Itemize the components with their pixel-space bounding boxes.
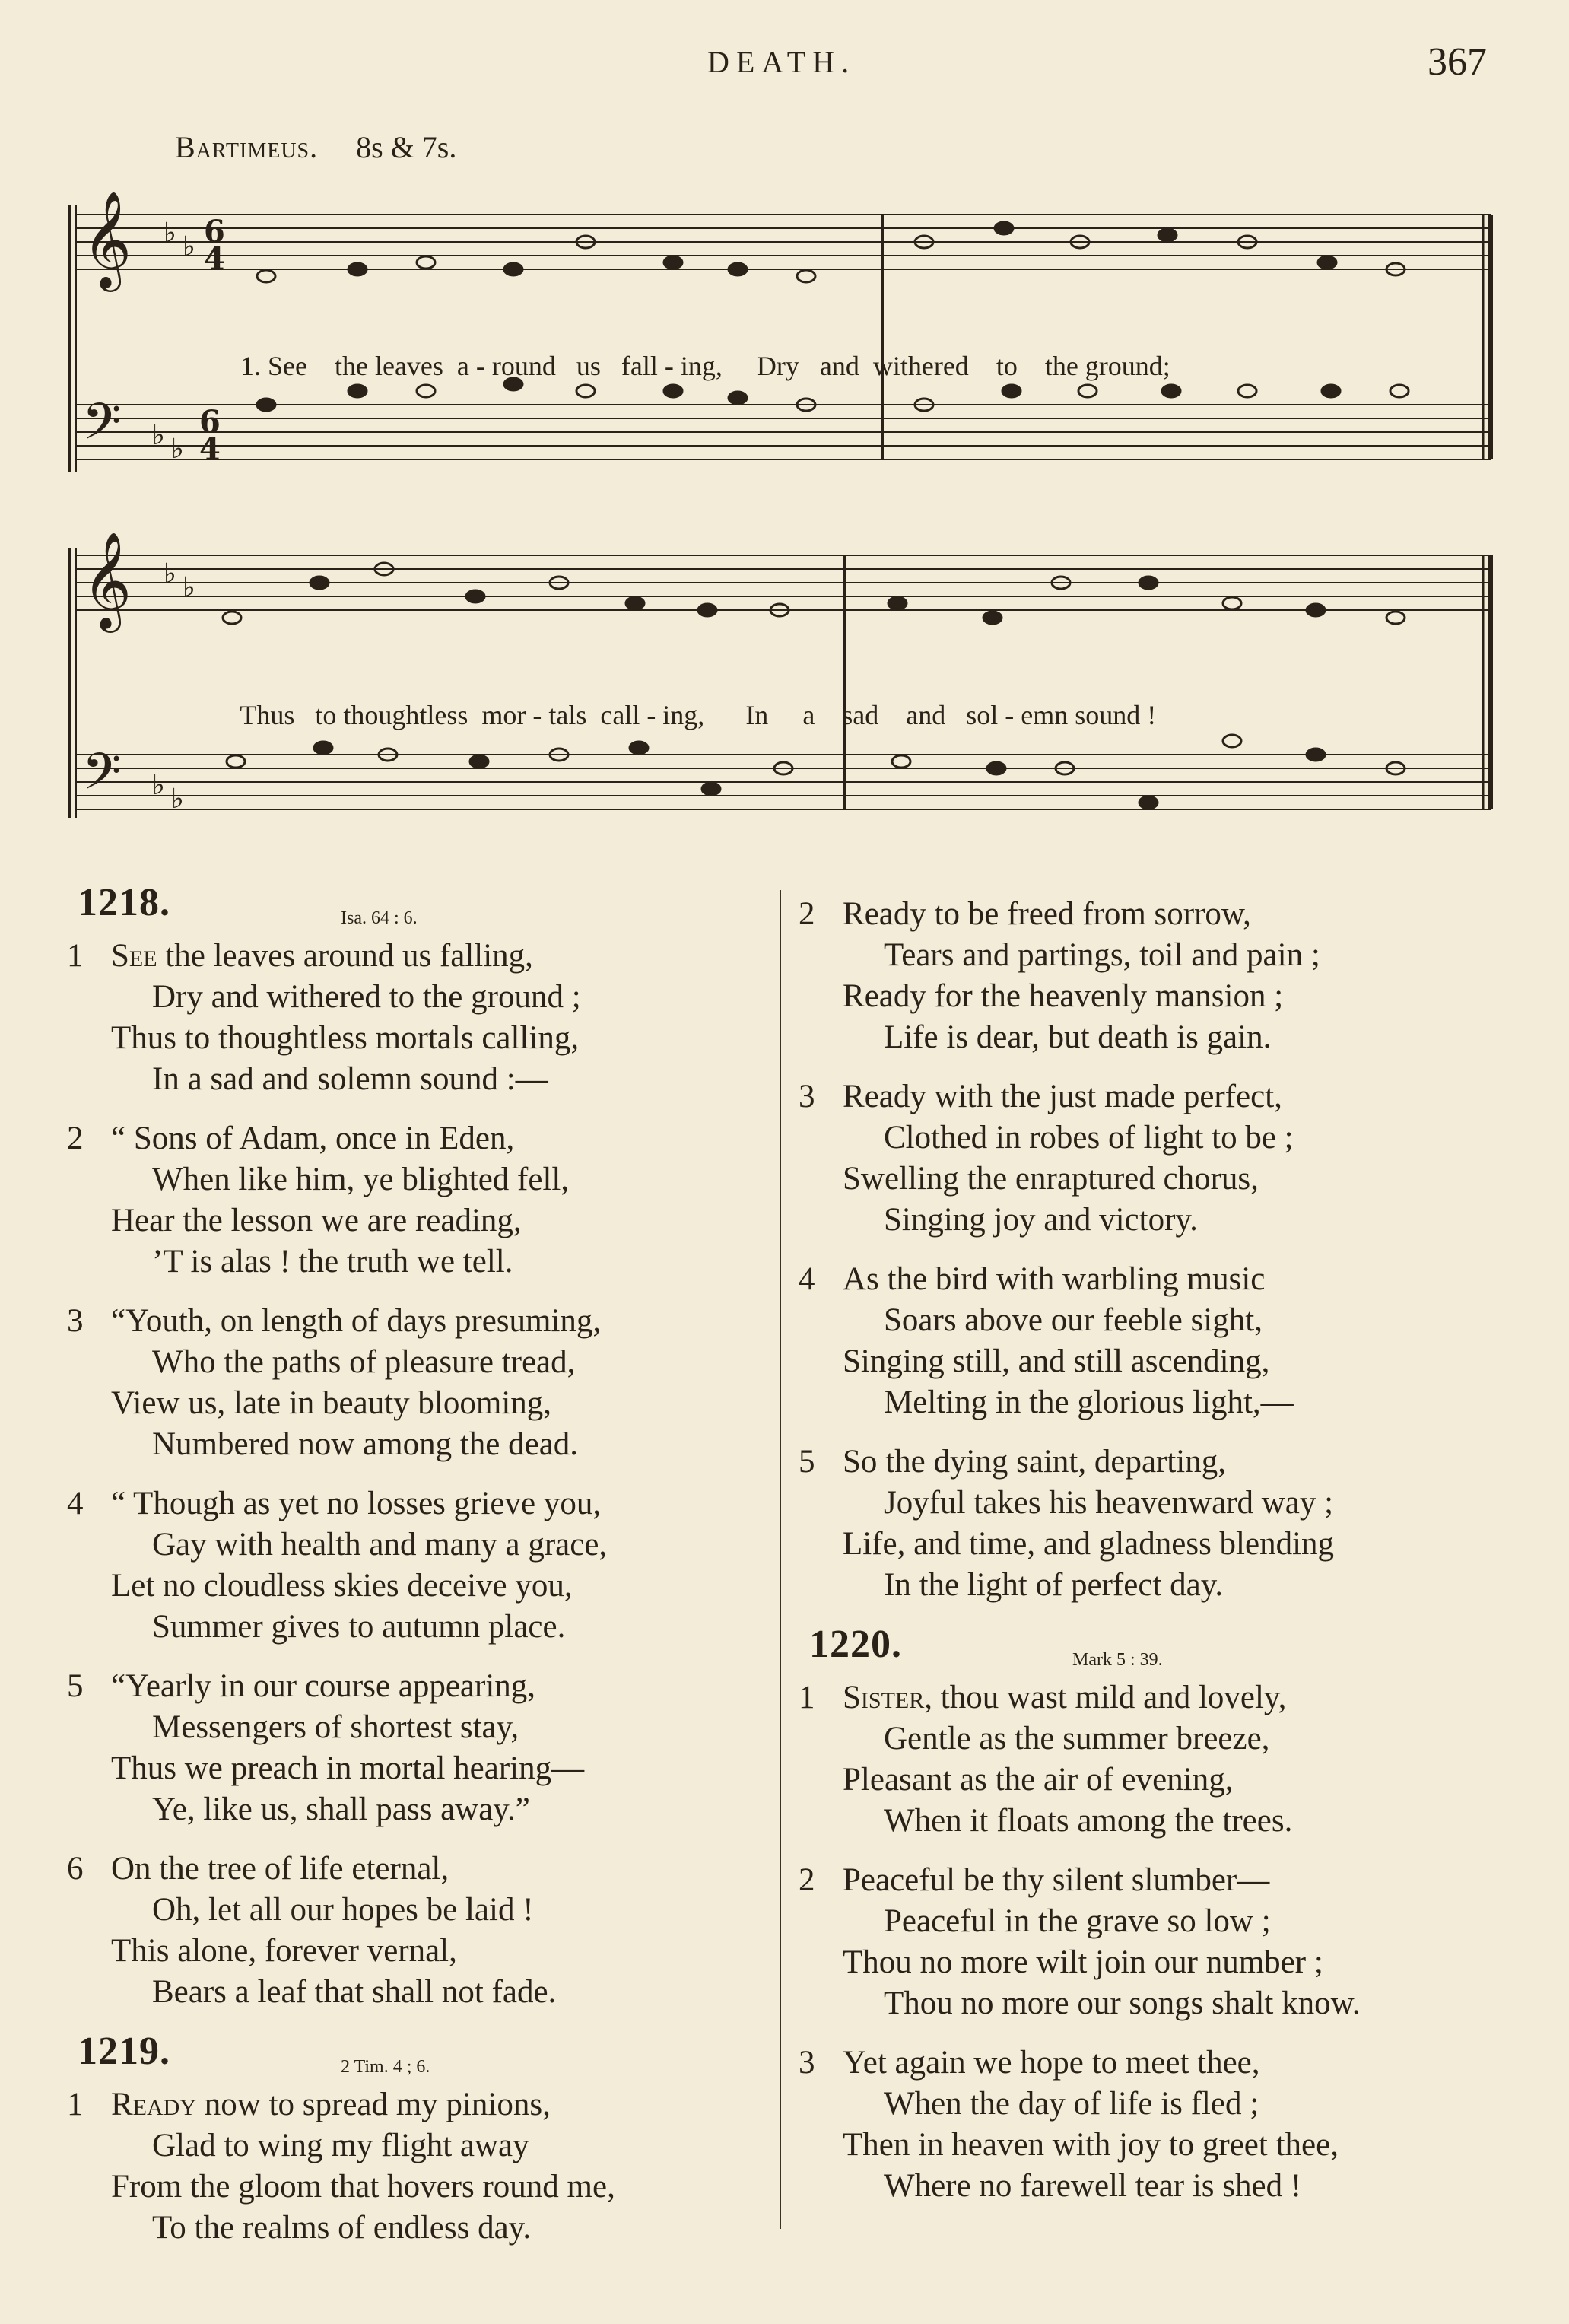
verse-line: Thou no more our songs shalt know. — [884, 1985, 1361, 2021]
verse-line: Life is dear, but death is gain. — [884, 1019, 1272, 1055]
verse-line: From the gloom that hovers round me, — [111, 2169, 615, 2205]
treble-clef-icon: 𝄞 — [82, 190, 132, 288]
verse-line — [67, 2084, 767, 2125]
verse-line — [799, 1677, 1521, 1718]
stanza-number: 2 — [799, 896, 815, 932]
first-word: Ready — [111, 2087, 197, 2122]
lyric-syllable: sad — [842, 700, 879, 730]
verse-line: In the light of perfect day. — [884, 1567, 1224, 1603]
verse-line: Peaceful be thy silent slumber— — [843, 1862, 1270, 1898]
music-score — [0, 0, 1569, 844]
verse-text: the leaves around us falling, — [157, 938, 533, 974]
time-signature-bottom: 4 — [199, 431, 221, 467]
bass-clef-icon: 𝄢 — [82, 742, 122, 813]
verse-text: thou wast mild and lovely, — [932, 1680, 1287, 1715]
verse-line: Thou no more wilt join our number ; — [843, 1944, 1323, 1980]
stanza — [799, 1259, 1521, 1423]
lyric-syllable: Dry — [756, 351, 799, 381]
verse-line: Thus we preach in mortal hearing— — [111, 1750, 585, 1786]
bass-clef-icon: 𝄢 — [82, 393, 122, 463]
verse-line: Ready with the just made perfect, — [843, 1079, 1282, 1114]
stanza-number: 3 — [799, 1079, 815, 1114]
flat-icon: ♭ — [164, 218, 176, 249]
stanza-number: 5 — [67, 1668, 84, 1704]
verse-line: “ Sons of Adam, once in Eden, — [111, 1121, 515, 1156]
hymn-number: 1218. — [78, 881, 170, 924]
lyric-syllable: fall - ing, — [621, 351, 723, 381]
stanza-number: 1 — [67, 2087, 84, 2122]
stanza — [799, 1076, 1521, 1241]
lyrics-system-2 — [199, 667, 1156, 763]
hymn-header-1219 — [67, 2031, 767, 2084]
stanza — [799, 894, 1521, 1058]
tune-name: Bartimeus. — [175, 130, 319, 164]
verse-line: Who the paths of pleasure tread, — [152, 1344, 576, 1380]
column-divider — [780, 890, 781, 2229]
left-column — [67, 882, 767, 2267]
verse-line: Numbered now among the dead. — [152, 1426, 579, 1462]
stanza — [67, 1118, 767, 1283]
stanza — [799, 1442, 1521, 1606]
verse-line: Bears a leaf that shall not fade. — [152, 1974, 557, 2010]
treble-staff-1 — [76, 215, 1491, 269]
lyric-syllable: Thus — [240, 700, 295, 730]
lyric-syllable: the leaves — [334, 351, 443, 381]
hymn-number: 1220. — [809, 1623, 902, 1666]
verse-line: Joyful takes his heavenward way ; — [884, 1485, 1334, 1521]
lyrics-system-1 — [199, 318, 1170, 414]
stanza-number: 6 — [67, 1851, 84, 1887]
first-word: Sister, — [843, 1680, 932, 1715]
verse-line: Messengers of shortest stay, — [152, 1709, 519, 1745]
lyric-syllable: a - round — [456, 351, 556, 381]
verse-line: Yet again we hope to meet thee, — [843, 2045, 1260, 2081]
verse-line: So the dying saint, departing, — [843, 1444, 1226, 1480]
lyric-syllable: us — [576, 351, 601, 381]
verse-line: Then in heaven with joy to greet thee, — [843, 2127, 1339, 2163]
tune-meter: 8s & 7s. — [356, 130, 457, 164]
flat-icon: ♭ — [164, 558, 176, 590]
verse-line: Pleasant as the air of evening, — [843, 1762, 1234, 1798]
lyric-syllable: mor - tals — [481, 700, 587, 730]
verse-line: “ Though as yet no losses grieve you, — [111, 1486, 602, 1521]
verse-line: Peaceful in the grave so low ; — [884, 1903, 1271, 1939]
right-column — [799, 894, 1521, 2225]
stanza-number: 1 — [799, 1680, 815, 1715]
stanza — [67, 2084, 767, 2249]
lyric-syllable: the ground; — [1044, 351, 1170, 381]
flat-icon: ♭ — [152, 770, 165, 801]
verse-line: Melting in the glorious light,— — [884, 1385, 1294, 1420]
verse-line: Summer gives to autumn place. — [152, 1609, 566, 1645]
verse-line: Dry and withered to the ground ; — [152, 979, 581, 1015]
time-signature-top: 6 — [204, 214, 225, 250]
running-title: DEATH. — [707, 45, 856, 79]
stanza-number: 2 — [67, 1121, 84, 1156]
lyric-syllable: and — [819, 351, 859, 381]
stanza — [67, 1301, 767, 1465]
verse-line: Oh, let all our hopes be laid ! — [152, 1892, 534, 1928]
stanza-number: 4 — [799, 1261, 815, 1297]
verse-line: Singing joy and victory. — [884, 1202, 1198, 1238]
stanza-number: 2 — [799, 1862, 815, 1898]
verse-line: This alone, forever vernal, — [111, 1933, 457, 1969]
scripture-reference: 2 Tim. 4 ; 6. — [341, 2057, 430, 2077]
verse-line: Singing still, and still ascending, — [843, 1343, 1270, 1379]
first-word: See — [111, 938, 157, 974]
lyric-syllable: withered — [872, 351, 969, 381]
page-number: 367 — [1428, 40, 1487, 84]
verse-line: In a sad and solemn sound :— — [152, 1061, 548, 1097]
scripture-reference: Mark 5 : 39. — [1072, 1650, 1163, 1670]
time-signature-top: 6 — [199, 404, 221, 440]
hymn-number: 1219. — [78, 2030, 170, 2073]
verse-line: Where no farewell tear is shed ! — [884, 2168, 1302, 2204]
stanza — [67, 1483, 767, 1648]
stanza — [67, 1849, 767, 2013]
stanza-number: 3 — [799, 2045, 815, 2081]
lyric-syllable: In — [745, 700, 769, 730]
treble-staff-2 — [76, 555, 1491, 610]
stanza — [67, 936, 767, 1100]
verse-text: now to spread my pinions, — [196, 2087, 551, 2122]
stanza — [799, 1860, 1521, 2024]
verse-line: When the day of life is fled ; — [884, 2086, 1259, 2122]
stanza — [67, 1666, 767, 1830]
stanza-number: 1 — [67, 938, 84, 974]
verse-line: Ready for the heavenly mansion ; — [843, 978, 1284, 1014]
verse-line: Life, and time, and gladness blending — [843, 1526, 1335, 1562]
verse-line: When like him, ye blighted fell, — [152, 1162, 570, 1197]
verse-line: “Youth, on length of days presuming, — [111, 1303, 602, 1339]
lyric-syllable: to thoughtless — [315, 700, 468, 730]
verse-line: As the bird with warbling music — [843, 1261, 1266, 1297]
flat-icon: ♭ — [171, 434, 184, 465]
verse-line: ’T is alas ! the truth we tell. — [152, 1244, 513, 1280]
hymn-header-1218 — [67, 882, 767, 936]
lyric-syllable: sol - emn sound ! — [966, 700, 1157, 730]
verse-line: Ye, like us, shall pass away.” — [152, 1791, 530, 1827]
stanza — [799, 1677, 1521, 1842]
verse-line: Gay with health and many a grace, — [152, 1527, 608, 1563]
verse-line: Tears and partings, toil and pain ; — [884, 937, 1320, 973]
stanza-number: 4 — [67, 1486, 84, 1521]
stanza — [799, 2043, 1521, 2207]
treble-clef-icon: 𝄞 — [82, 531, 132, 628]
lyric-syllable: a — [802, 700, 815, 730]
verse-line: On the tree of life eternal, — [111, 1851, 449, 1887]
verse-line — [67, 936, 767, 977]
verse-line: Thus to thoughtless mortals calling, — [111, 1020, 580, 1056]
flat-icon: ♭ — [171, 784, 184, 815]
verse-line: View us, late in beauty blooming, — [111, 1385, 552, 1421]
flat-icon: ♭ — [152, 420, 165, 451]
verse-line: Ready to be freed from sorrow, — [843, 896, 1251, 932]
verse-line: Swelling the enraptured chorus, — [843, 1161, 1259, 1197]
lyric-syllable: to — [996, 351, 1018, 381]
flat-icon: ♭ — [183, 231, 195, 262]
stanza-number: 5 — [799, 1444, 815, 1480]
flat-icon: ♭ — [183, 572, 195, 603]
scripture-reference: Isa. 64 : 6. — [341, 908, 418, 928]
lyric-syllable: 1. See — [240, 351, 307, 381]
verse-line: Gentle as the summer breeze, — [884, 1721, 1270, 1757]
lyric-syllable: call - ing, — [600, 700, 705, 730]
time-signature-bottom: 4 — [204, 241, 225, 277]
verse-line: Glad to wing my flight away — [152, 2128, 529, 2163]
verse-line: “Yearly in our course appearing, — [111, 1668, 536, 1704]
verse-line: When it floats among the trees. — [884, 1803, 1293, 1839]
verse-line: Let no cloudless skies deceive you, — [111, 1568, 573, 1604]
verse-line: To the realms of endless day. — [152, 2210, 532, 2246]
lyric-syllable: and — [906, 700, 946, 730]
verse-line: Clothed in robes of light to be ; — [884, 1120, 1294, 1156]
hymn-header-1220 — [799, 1624, 1521, 1677]
stanza-number: 3 — [67, 1303, 84, 1339]
verse-line: Hear the lesson we are reading, — [111, 1203, 522, 1238]
verse-line: Soars above our feeble sight, — [884, 1302, 1263, 1338]
